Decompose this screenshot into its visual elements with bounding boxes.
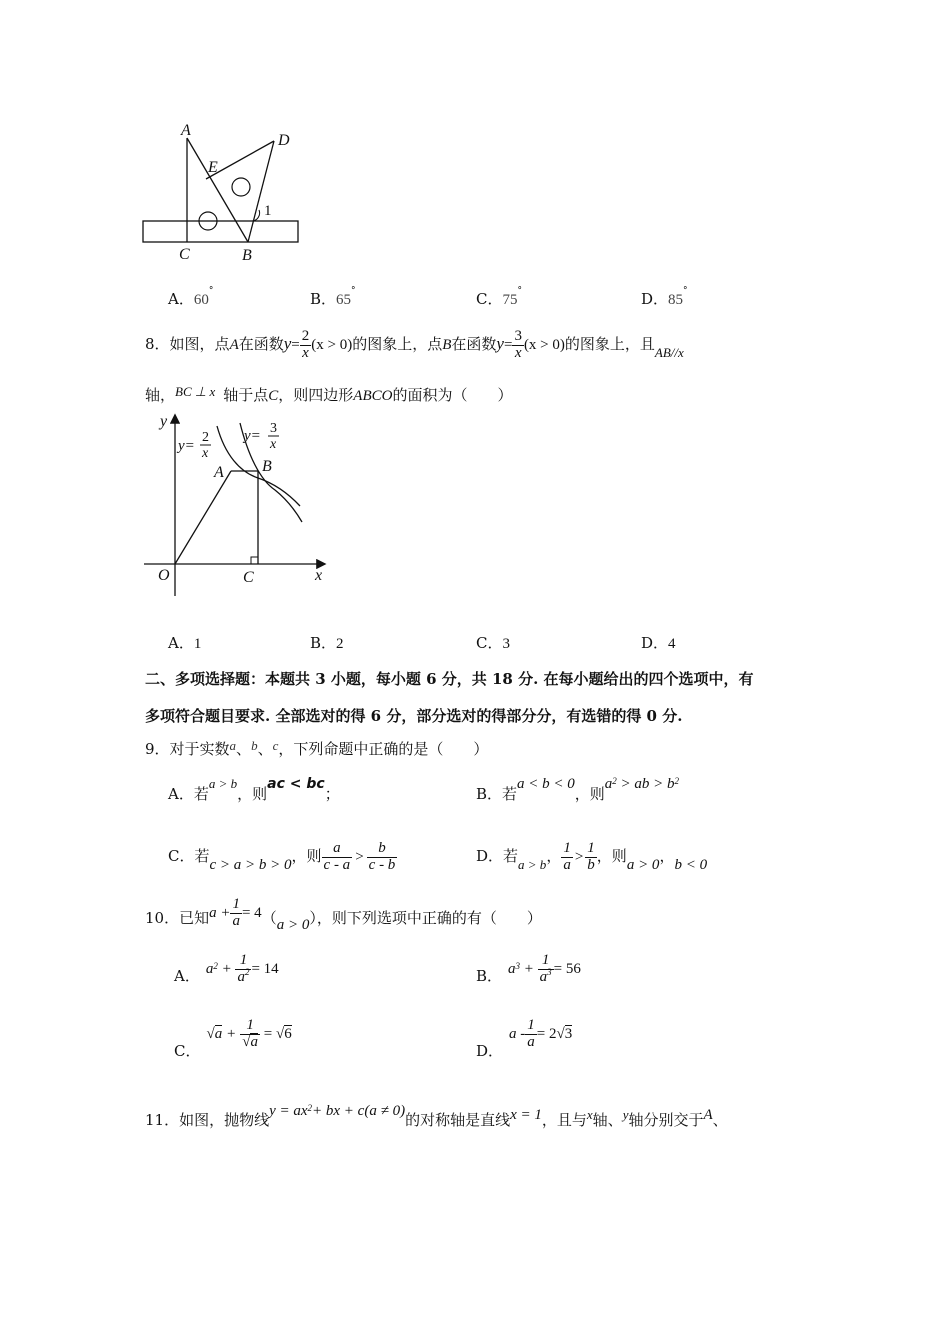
fraction-2-over-x bbox=[300, 329, 312, 362]
option-letter: B． bbox=[310, 634, 337, 652]
label-E: E bbox=[208, 159, 218, 176]
q10-option-c: C．√a + $\frac{1}{√a}$ = √6 bbox=[174, 1016, 292, 1060]
condition: a > 0 bbox=[276, 917, 310, 933]
option-letter: A． bbox=[174, 967, 200, 985]
segment-OA bbox=[175, 471, 231, 564]
stem-text: ，且与 bbox=[541, 1111, 587, 1129]
option-letter: B． bbox=[310, 290, 337, 308]
stem-text: 在函数 bbox=[238, 335, 284, 353]
q7-option-d bbox=[641, 288, 688, 309]
domain-condition: (x > 0) bbox=[311, 337, 353, 353]
option-letter: C． bbox=[476, 290, 503, 308]
q8-option-c bbox=[476, 632, 510, 653]
q8-option-a bbox=[168, 632, 201, 653]
result: a > 0 bbox=[626, 857, 660, 873]
fraction-denominator: c - a bbox=[323, 856, 351, 873]
fraction-1-over-b bbox=[585, 841, 597, 874]
function-y: y bbox=[496, 334, 504, 353]
label-C: C bbox=[179, 246, 190, 263]
var-a: a bbox=[229, 738, 237, 753]
fraction-numerator: 1 bbox=[232, 895, 240, 912]
fraction-numerator: 1 bbox=[246, 1016, 254, 1033]
option-letter: A．若 bbox=[168, 785, 209, 803]
stem-text: 9．对于实数 bbox=[145, 740, 230, 758]
stem-text: 在函数 bbox=[451, 335, 497, 353]
point-name: B bbox=[442, 337, 452, 353]
exponent: 2 bbox=[244, 966, 250, 977]
q10-option-a bbox=[174, 951, 279, 998]
q7-option-c bbox=[476, 288, 522, 309]
plus-sign: + bbox=[221, 961, 232, 977]
stem-text: ，则 bbox=[596, 847, 627, 865]
exponent: 2 bbox=[612, 776, 617, 786]
q8-figure bbox=[140, 410, 340, 600]
fraction-denominator: b bbox=[587, 856, 595, 873]
degree-sign: ° bbox=[517, 286, 522, 296]
q9-option-a bbox=[168, 778, 340, 810]
option-value: 3 bbox=[502, 636, 510, 652]
q10-stem bbox=[145, 896, 542, 940]
option-letter: B．若 bbox=[476, 785, 518, 803]
condition: c > a > b > 0 bbox=[209, 857, 292, 873]
expr: = 2 bbox=[536, 1026, 557, 1042]
fraction-numerator: b bbox=[378, 839, 386, 856]
expr: a bbox=[508, 961, 516, 977]
stem-text: 如图，点 bbox=[169, 335, 230, 353]
q11-stem bbox=[145, 1098, 728, 1142]
stem-text: 的图象上，且 bbox=[564, 335, 655, 353]
point-name: C bbox=[268, 388, 279, 404]
fraction-1-over-a bbox=[230, 897, 242, 930]
condition: a > b bbox=[208, 776, 238, 791]
fraction-numerator: 1 bbox=[541, 951, 550, 968]
expr: a + bbox=[209, 905, 231, 921]
fraction-denominator: c - b bbox=[368, 856, 396, 873]
fraction-a-over-c-minus-a bbox=[322, 841, 353, 874]
curve2-label-num: 3 bbox=[270, 421, 277, 436]
exponent: 3 bbox=[547, 966, 552, 977]
fraction-denominator: a bbox=[563, 856, 571, 873]
stem-text: ； bbox=[324, 785, 340, 803]
separator: ， bbox=[659, 847, 675, 865]
section2-header-line1: 二、多项选择题：本题共 3 小题，每小题 6 分，共 18 分. 在每小题给出的四个选项中，有 bbox=[145, 670, 754, 688]
q9-option-d bbox=[476, 834, 707, 878]
fraction-3-over-x bbox=[512, 329, 524, 362]
paren: ） bbox=[309, 909, 317, 927]
triangle-side bbox=[187, 138, 248, 242]
domain-condition: (x > 0) bbox=[523, 337, 565, 353]
triangle-side bbox=[248, 141, 274, 242]
fraction-denominator: a bbox=[232, 912, 240, 929]
sqrt-a: a bbox=[214, 1026, 223, 1042]
fraction-denominator: x bbox=[512, 345, 524, 362]
separator: ， bbox=[546, 847, 562, 865]
q9-option-b bbox=[476, 778, 679, 810]
fraction-numerator: 1 bbox=[527, 1016, 535, 1033]
stem-text: ，则下列选项中正确的有（ ） bbox=[316, 909, 542, 927]
label-x: x bbox=[315, 567, 323, 584]
option-letter: C． bbox=[476, 634, 503, 652]
expr: = 4 bbox=[241, 905, 262, 921]
label-A: A bbox=[214, 464, 224, 481]
parabola-eq: + bx + c bbox=[312, 1103, 365, 1119]
fraction-numerator: 1 bbox=[239, 951, 248, 968]
exponent: 2 bbox=[213, 961, 218, 971]
stem-text: 11．如图，抛物线 bbox=[145, 1111, 270, 1129]
fraction-numerator: a bbox=[333, 839, 341, 856]
option-value: 4 bbox=[668, 636, 676, 652]
stem-text: ，则 bbox=[237, 785, 268, 803]
expr: = 14 bbox=[251, 961, 279, 977]
parallel-condition: AB//x bbox=[654, 345, 684, 360]
axis-eq: x = 1 bbox=[510, 1107, 542, 1123]
quadrilateral-name: ABCO bbox=[353, 388, 393, 404]
option-value: 2 bbox=[336, 636, 344, 652]
stem-text: 轴分别交于 bbox=[628, 1111, 704, 1129]
exponent: 2 bbox=[307, 1103, 313, 1113]
fraction-denominator: a bbox=[539, 968, 548, 985]
result-a: a bbox=[604, 776, 613, 792]
label-1: 1 bbox=[264, 203, 272, 219]
result: b < 0 bbox=[674, 857, 708, 873]
stem-text: 轴， bbox=[145, 386, 176, 404]
fraction-1-over-a bbox=[525, 1018, 537, 1051]
greater-sign: > bbox=[355, 849, 364, 865]
label-D: D bbox=[278, 132, 290, 149]
ruler-rect bbox=[143, 221, 298, 242]
condition: a > b bbox=[518, 857, 547, 872]
stem-text: 的面积为（ ） bbox=[392, 386, 513, 404]
greater-sign: > bbox=[574, 849, 584, 865]
q8-option-b bbox=[310, 632, 344, 653]
option-letter: C．若 bbox=[168, 847, 210, 865]
expr: a - bbox=[509, 1026, 526, 1042]
option-letter: D．若 bbox=[476, 847, 519, 865]
function-y: y bbox=[283, 334, 292, 353]
option-letter: B． bbox=[476, 967, 503, 985]
sqrt-3: 3 bbox=[564, 1026, 573, 1042]
fraction-1-over-a-cubed bbox=[538, 953, 554, 986]
expr: a bbox=[205, 961, 214, 977]
fraction-1-over-a bbox=[561, 841, 573, 874]
q8-stem-line2 bbox=[145, 384, 512, 405]
label-B: B bbox=[262, 458, 272, 475]
fraction-1-over-sqrt-a: $\frac{1}{√a}$ bbox=[242, 1016, 258, 1050]
var-x: x bbox=[586, 1107, 593, 1122]
q9-stem bbox=[145, 738, 488, 759]
q10-option-b bbox=[476, 951, 581, 998]
label-B: B bbox=[242, 247, 252, 264]
paren: （ bbox=[261, 909, 277, 927]
curve2-label-den: x bbox=[270, 437, 277, 452]
fraction-numerator: 2 bbox=[301, 327, 310, 344]
degree-sign: ° bbox=[351, 286, 356, 296]
option-value: 1 bbox=[193, 636, 202, 652]
fraction-denominator: x bbox=[300, 345, 312, 362]
section2-header-line2: 多项符合题目要求. 全部选对的得 6 分，部分选对的得部分分，有选错的得 0 分. bbox=[145, 707, 683, 725]
fraction-numerator: 1 bbox=[563, 839, 571, 856]
expr: = 56 bbox=[553, 961, 581, 977]
stem-text: 的图象上，点 bbox=[352, 335, 443, 353]
option-letter: A． bbox=[168, 290, 194, 308]
fraction-denominator: a bbox=[527, 1033, 535, 1050]
exponent: 3 bbox=[515, 961, 521, 971]
question-number: 8． bbox=[145, 335, 170, 353]
stem-text: ，则 bbox=[574, 785, 605, 803]
option-value: 75 bbox=[502, 292, 518, 308]
label-A: A bbox=[181, 122, 191, 139]
option-letter: A． bbox=[168, 634, 194, 652]
stem-text: 轴、 bbox=[592, 1111, 623, 1129]
label-O: O bbox=[158, 567, 170, 584]
degree-sign: ° bbox=[683, 286, 688, 296]
var-c: c bbox=[272, 738, 279, 753]
stem-text: 的对称轴是直线 bbox=[405, 1111, 511, 1129]
equals-sign: = bbox=[503, 337, 513, 353]
stem-text: ，则 bbox=[291, 847, 322, 865]
stem-text: 10．已知 bbox=[145, 909, 210, 927]
sqrt-6: 6 bbox=[284, 1026, 292, 1042]
option-letter: C． bbox=[174, 1042, 201, 1060]
option-letter: D． bbox=[641, 290, 669, 308]
plus-sign: + bbox=[523, 961, 534, 977]
curve1-label-num: 2 bbox=[202, 430, 209, 445]
q10-option-d: D．a - $\frac{1}{a}$ = 2√3 bbox=[476, 1016, 573, 1060]
fraction-numerator: 1 bbox=[587, 839, 595, 856]
stem-text: ，则四边形 bbox=[278, 386, 354, 404]
plus-sign: + bbox=[227, 1026, 236, 1042]
label-y: y bbox=[160, 413, 168, 430]
right-angle-mark bbox=[251, 557, 258, 564]
perpendicular-condition: BC ⊥ x bbox=[175, 384, 216, 399]
stem-text: ，下列命题中正确的是（ ） bbox=[278, 740, 489, 758]
label-C: C bbox=[243, 569, 254, 586]
parabola-eq: y = ax bbox=[269, 1103, 308, 1119]
stem-text: 、 bbox=[712, 1111, 728, 1129]
fraction-1-over-a-squared bbox=[235, 953, 251, 986]
var-y: y bbox=[622, 1107, 629, 1122]
fraction-b-over-c-minus-b bbox=[367, 841, 398, 874]
option-value: 65 bbox=[336, 292, 352, 308]
fraction-numerator: 3 bbox=[514, 327, 522, 344]
point-name: A bbox=[703, 1107, 713, 1123]
q9-option-c bbox=[168, 834, 397, 878]
equals-sign: = bbox=[291, 337, 300, 353]
stem-text: 轴于点 bbox=[223, 386, 269, 404]
q8-option-d bbox=[641, 632, 676, 653]
option-letter: D． bbox=[641, 634, 669, 652]
fraction-denominator: a bbox=[237, 968, 245, 985]
condition: (a ≠ 0) bbox=[364, 1103, 406, 1119]
curve1-label-y: y= bbox=[178, 438, 195, 454]
fraction-denominator: a bbox=[250, 1033, 258, 1050]
equals-sign: = bbox=[263, 1026, 273, 1042]
curve2-label-y: y= bbox=[244, 428, 261, 444]
var-b: b bbox=[251, 738, 258, 753]
option-letter: D． bbox=[476, 1042, 504, 1060]
result: > ab > b bbox=[616, 776, 675, 792]
condition: a < b < 0 bbox=[517, 776, 575, 792]
point-name: A bbox=[229, 337, 239, 353]
q7-figure bbox=[140, 118, 310, 268]
q8-stem-line1 bbox=[145, 322, 684, 366]
option-value: 60 bbox=[193, 292, 209, 308]
hole-circle bbox=[232, 178, 250, 196]
degree-sign: ° bbox=[208, 286, 214, 296]
separator: 、 bbox=[236, 740, 252, 758]
q7-option-a bbox=[168, 288, 213, 309]
exponent: 2 bbox=[674, 776, 680, 786]
result: ac < bc bbox=[267, 776, 325, 792]
separator: 、 bbox=[257, 740, 273, 758]
curve1-label-den: x bbox=[202, 446, 209, 461]
option-value: 85 bbox=[668, 292, 684, 308]
q7-option-b bbox=[310, 288, 356, 309]
